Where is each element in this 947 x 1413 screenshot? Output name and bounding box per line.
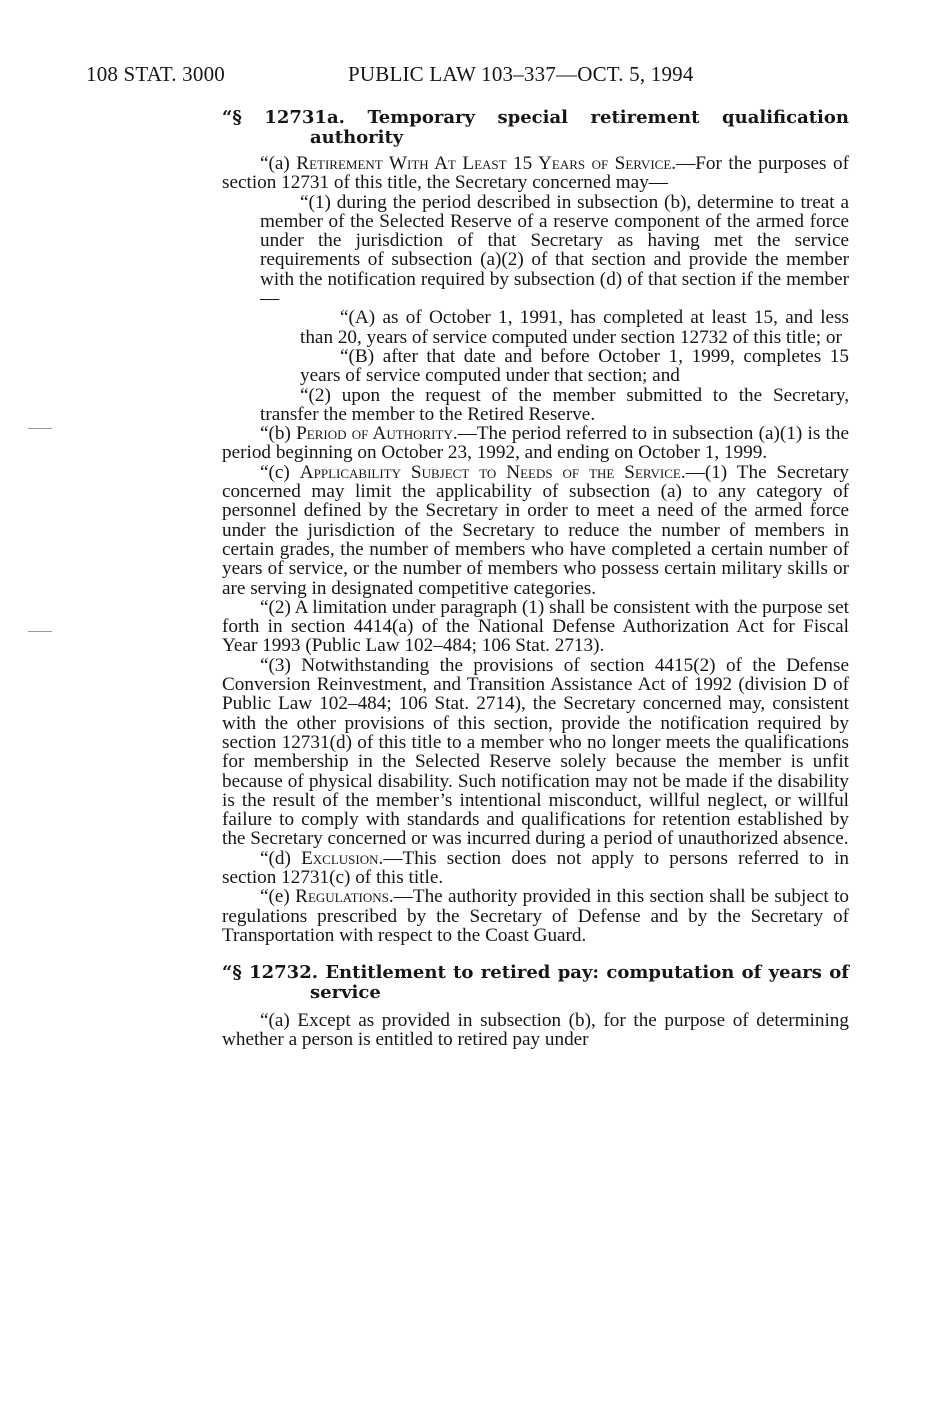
running-head: PUBLIC LAW 103–337—OCT. 5, 1994 bbox=[348, 62, 694, 86]
statute-page-number: 108 STAT. 3000 bbox=[86, 62, 225, 86]
subsection-text: .—This section does not apply to persons referred to in section 12731(c) of this title. bbox=[222, 847, 849, 888]
subsection-open: “(d) bbox=[260, 847, 302, 869]
subsection-caption: Period of Authority bbox=[296, 423, 453, 445]
subsection-c-1 bbox=[222, 463, 849, 598]
section-heading-12732: “§ 12732. Entitlement to retired pay: computation of years of service bbox=[222, 962, 849, 1004]
paragraph-c-2: “(2) A limitation under paragraph (1) shall be consistent with the purpose set forth in section 4414(a) of the National Defense Authorization Act for Fiscal Year 1993 (Public Law 102–484; 106 Stat. 2713). bbox=[222, 596, 849, 657]
subsection-caption: Retirement With At Least 15 Years of Service bbox=[296, 153, 672, 174]
subsection-open: “(e) bbox=[260, 886, 296, 908]
subsection-open: “(c) bbox=[260, 461, 300, 483]
page-header bbox=[86, 62, 846, 92]
subsection-a-intro bbox=[222, 154, 849, 193]
subsection-text: .—The authority provided in this section shall be subject to regulations prescribed by the Secretary of Defense and by the Secretary of Transportation with respect to the Coast Guard. bbox=[222, 886, 849, 946]
section-heading-12731a: “§ 12731a. Temporary special retirement qualification authority bbox=[222, 107, 849, 148]
page-body bbox=[222, 108, 849, 1050]
subsection-text: .—For the purposes of section 12731 of this title, the Secretary concerned may— bbox=[222, 153, 849, 194]
subsection-text: .—The period referred to in subsection (a)(1) is the period beginning on October 23, 1992, and ending on October 1, 1999. bbox=[222, 423, 850, 464]
subsection-text: .—(1) The Secretary concerned may limit the applicability of subsection (a) to any category of personnel defined by the Secretary in order to meet a need of the armed force under the jurisdiction of the Secretary to reduce the number of members in certain grades, the number of members who have completed a certain number of years of service, or the number of members who possess certain military skills or are serving in designated competitive categories. bbox=[222, 461, 849, 599]
subsection-caption: Exclusion bbox=[301, 847, 379, 869]
subsection-e bbox=[222, 887, 849, 945]
subsection-caption: Regulations bbox=[295, 886, 389, 908]
margin-mark bbox=[28, 428, 52, 429]
paragraph-a-2: “(2) upon the request of the member submitted to the Secretary, transfer the member to the Retired Reserve. bbox=[260, 384, 849, 425]
subparagraph-a-1-B: “(B) after that date and before October 1, 1999, completes 15 years of service computed under that section; and bbox=[300, 345, 849, 387]
subsection-open: “(a) bbox=[260, 153, 297, 174]
paragraph-a-1: “(1) during the period described in subsection (b), determine to treat a member of the Selected Reserve of a reserve component of the armed force under the jurisdiction of that Secretary as having met the service requirements of subsection (a)(2) of that section and provide the member with the notification required by subsection (d) of that section if the member— bbox=[260, 191, 849, 310]
subparagraph-a-1-A: “(A) as of October 1, 1991, has completed at least 15, and less than 20, years of service computed under section 12732 of this title; or bbox=[300, 307, 849, 348]
subsection-12732-a: “(a) Except as provided in subsection (b), for the purpose of determining whether a person is entitled to retired pay under bbox=[222, 1010, 849, 1051]
margin-mark bbox=[28, 631, 52, 632]
subsection-b bbox=[222, 424, 849, 463]
paragraph-c-3: “(3) Notwithstanding the provisions of section 4415(2) of the Defense Conversion Reinvestment, and Transition Assistance Act of 1992 (division D of Public Law 102–484; 106 Stat. 2714), the Secretary concerned may, consistent with the other provisions of this section, provide the notification required by section 12731(d) of this title to a member who no longer meets the qualifications for membership in the Selected Reserve solely because the member is unfit because of physical disability. Such notification may not be made if the disability is the result of the member’s intentional misconduct, willful neglect, or willful failure to comply with standards and qualifications for retention established by the Secretary concerned or was incurred during a period of unauthorized absence. bbox=[222, 654, 849, 850]
subsection-d bbox=[222, 849, 849, 888]
subsection-caption: Applicability Subject to Needs of the Service bbox=[299, 461, 681, 483]
subsection-open: “(b) bbox=[260, 423, 297, 445]
